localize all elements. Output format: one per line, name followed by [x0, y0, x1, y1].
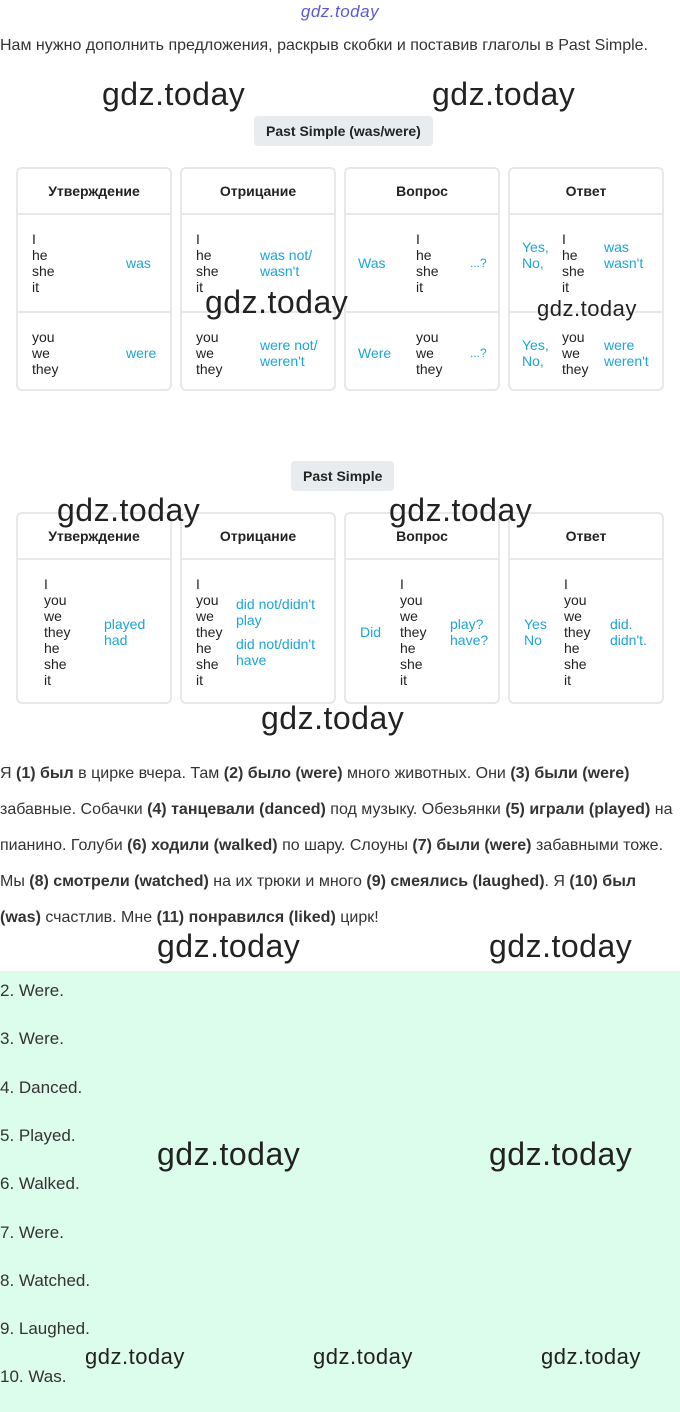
yes-no: Yes No: [524, 616, 547, 648]
watermark: gdz.today: [102, 76, 246, 112]
pronoun-list: you we they: [562, 329, 589, 377]
answer-highlight: (4) танцевали (danced): [147, 801, 326, 818]
text-segment: Я: [0, 765, 16, 782]
pronoun-list: I he she it: [416, 231, 439, 295]
yes-no: Yes, No,: [522, 337, 549, 369]
table1-col-question: [344, 167, 500, 391]
answer-highlight: (7) были (were): [412, 837, 532, 854]
pronoun-list: I you we they he she it: [400, 576, 427, 688]
text-segment: забавными тоже. Мы: [0, 837, 664, 890]
watermark: gdz.today: [261, 700, 405, 736]
answer-item: 10. Was.: [0, 1367, 67, 1387]
table1-header-affirmative: Утверждение: [18, 169, 170, 215]
answer-item: 5. Played.: [0, 1125, 76, 1145]
pronoun-list: I he she it: [562, 231, 585, 295]
verb-form: was wasn't: [604, 239, 644, 271]
table2-answer-cell: [510, 560, 662, 704]
table2-negative-cell: [182, 560, 334, 704]
watermark: gdz.today: [157, 928, 301, 964]
question-ending: ...?: [470, 346, 487, 360]
verb-form: was not/ wasn't: [260, 247, 313, 279]
table1-header-answer: Ответ: [510, 169, 662, 215]
aux-verb: Were: [358, 345, 392, 361]
pronoun-list: I you we they he she it: [564, 576, 591, 688]
exercise-text: [0, 756, 675, 936]
table1-affirmative-row1: [18, 215, 170, 311]
answer-item: 6. Walked.: [0, 1174, 80, 1194]
watermark: gdz.today: [157, 1136, 301, 1172]
answer-item: 2. Were.: [0, 981, 64, 1000]
verb-form: played had: [104, 616, 146, 648]
table2-header-answer: Ответ: [510, 514, 662, 560]
text-segment: на их трюки и много: [208, 873, 367, 890]
verb-form: did not/didn't play did not/didn't have: [236, 596, 315, 668]
text-segment: под музыку. Обезьянки: [325, 801, 506, 818]
table1: [16, 167, 664, 391]
table2-header-question: Вопрос: [346, 514, 498, 560]
table2-header-negative: Отрицание: [182, 514, 334, 560]
pronoun-list: you we they: [32, 329, 59, 377]
table2-col-answer: [508, 512, 664, 704]
text-segment: . Я: [544, 873, 570, 890]
watermark: gdz.today: [489, 1136, 633, 1172]
table1-negative-row2: [182, 311, 334, 391]
table1-answer-row2: [510, 311, 662, 391]
watermark: gdz.today: [432, 76, 576, 112]
watermark: gdz.today: [85, 1344, 185, 1369]
answer-highlight: (11) понравился (liked): [156, 909, 336, 926]
verb-form: did. didn't.: [610, 616, 647, 648]
table2: [16, 512, 664, 704]
table1-question-row2: [346, 311, 498, 391]
answer-item: 3. Were.: [0, 1029, 64, 1049]
table1-col-answer: [508, 167, 664, 391]
answer-highlight: (8) смотрели (watched): [29, 873, 209, 890]
table1-col-negative: [180, 167, 336, 391]
table2-col-question: [344, 512, 500, 704]
pronoun-list: I he she it: [196, 231, 219, 295]
table2-question-cell: [346, 560, 498, 704]
watermark: gdz.today: [489, 928, 633, 964]
yes-no: Yes, No,: [522, 239, 549, 271]
text-segment: забавные. Собачки: [0, 801, 148, 818]
pronoun-list: you we they: [416, 329, 443, 377]
table2-col-affirmative: [16, 512, 172, 704]
answer-item: 4. Danced.: [0, 1077, 83, 1097]
table1-header-negative: Отрицание: [182, 169, 334, 215]
verb-form: was: [126, 255, 151, 271]
verb-form: were not/ weren't: [260, 337, 318, 369]
table1-header-question: Вопрос: [346, 169, 498, 215]
pronoun-list: you we they: [196, 329, 223, 377]
watermark: gdz.today: [57, 492, 201, 528]
watermark: gdz.today: [541, 1344, 641, 1369]
watermark: gdz.today: [389, 492, 533, 528]
aux-verb: Did: [360, 624, 382, 640]
answer-highlight: (1) был: [16, 765, 74, 782]
watermark: gdz.today: [537, 296, 637, 321]
site-logo[interactable]: gdz.today: [300, 2, 380, 21]
table2-header-affirmative: Утверждение: [18, 514, 170, 560]
answer-item: 8. Watched.: [0, 1270, 91, 1290]
table1-col-affirmative: [16, 167, 172, 391]
table1-question-row1: [346, 215, 498, 311]
table1-title: Past Simple (was/were): [254, 116, 433, 146]
watermark: gdz.today: [205, 284, 349, 320]
text-segment: на пианино. Голуби: [0, 801, 673, 854]
table2-affirmative-cell: [18, 560, 170, 704]
verb-form: were weren't: [604, 337, 649, 369]
answer-item: 7. Were.: [0, 1222, 64, 1242]
answer-highlight: (5) играли (played): [505, 801, 651, 818]
intro-text: Нам нужно дополнить предложения, раскрыв скобки и поставив глаголы в Past Simple.: [0, 37, 648, 54]
table1-affirmative-row2: [18, 311, 170, 391]
answer-highlight: (9) смеялись (laughed): [366, 873, 545, 890]
pronoun-list: I you we they he she it: [196, 576, 223, 688]
answer-highlight: (10) был (was): [0, 873, 637, 926]
pronoun-list: I he she it: [32, 231, 55, 295]
text-segment: цирк!: [335, 909, 379, 926]
pronoun-list: I you we they he she it: [44, 576, 71, 688]
answer-highlight: (2) было (were): [223, 765, 343, 782]
verb-form: were: [126, 345, 157, 361]
question-ending: play? have?: [450, 616, 489, 648]
answer-item: 9. Laughed.: [0, 1319, 90, 1339]
table2-title: Past Simple: [291, 461, 394, 491]
text-segment: по шару. Слоуны: [277, 837, 413, 854]
aux-verb: Was: [358, 255, 386, 271]
table2-col-negative: [180, 512, 336, 704]
text-segment: счастлив. Мне: [40, 909, 157, 926]
text-segment: много животных. Они: [342, 765, 511, 782]
answer-highlight: (6) ходили (walked): [127, 837, 278, 854]
watermark: gdz.today: [313, 1344, 413, 1369]
text-segment: в цирке вчера. Там: [73, 765, 224, 782]
question-ending: ...?: [470, 256, 487, 270]
answer-highlight: (3) были (were): [510, 765, 630, 782]
